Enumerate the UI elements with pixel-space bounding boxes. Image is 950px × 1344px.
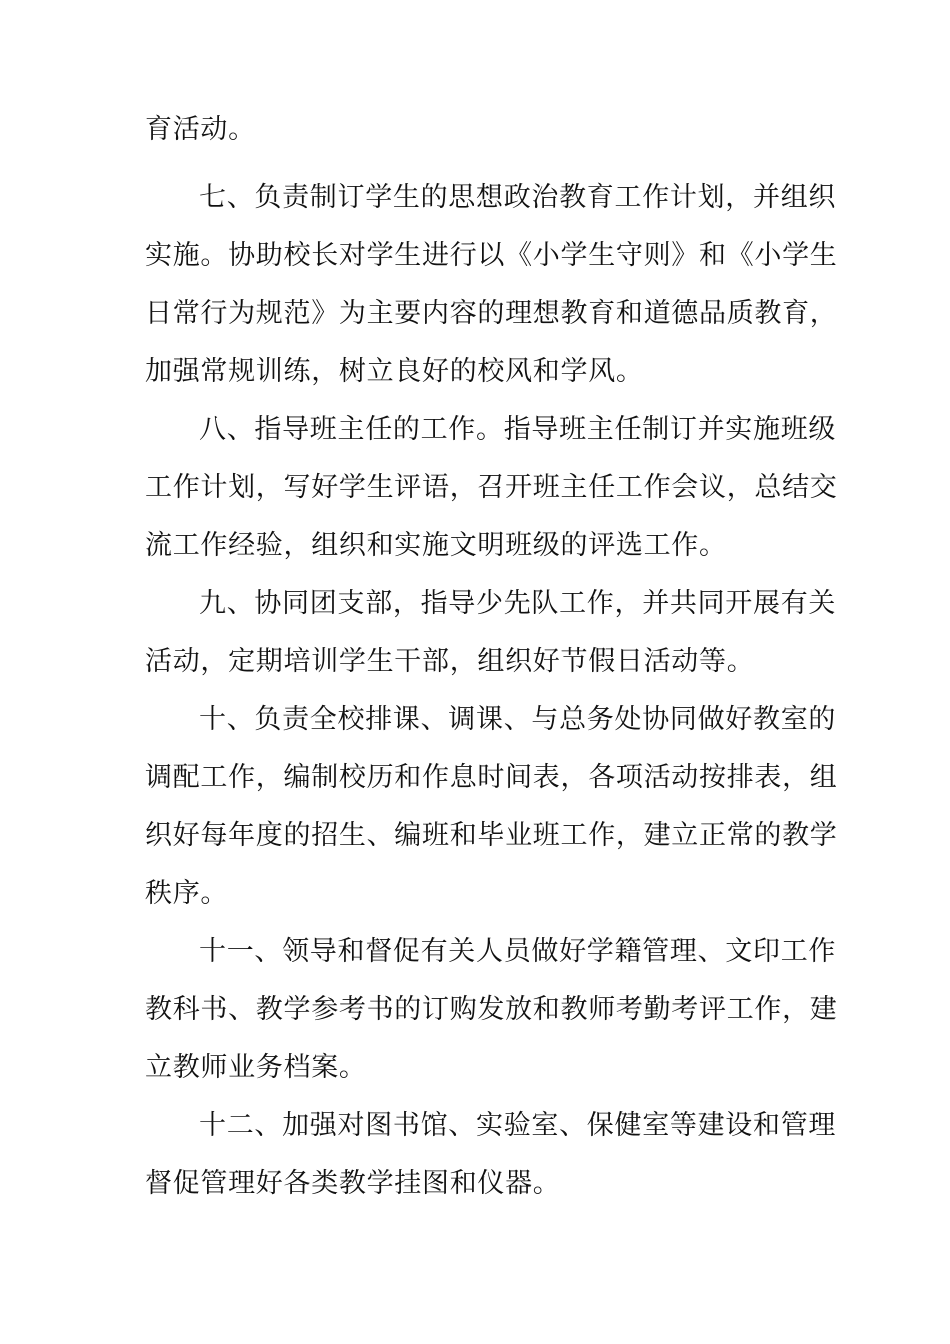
paragraph-11-line-1: 十一、领导和督促有关人员做好学籍管理、文印工作 <box>199 936 837 967</box>
paragraph-8-line-3: 流工作经验，组织和实施文明班级的评选工作。 <box>145 530 727 561</box>
paragraph-9-line-2: 活动，定期培训学生干部，组织好节假日活动等。 <box>145 646 755 677</box>
paragraph-8-line-2: 工作计划，写好学生评语，召开班主任工作会议，总结交 <box>145 472 838 503</box>
paragraph-11-line-2: 教科书、教学参考书的订购发放和教师考勤考评工作，建 <box>145 994 838 1025</box>
paragraph-10-line-4: 秩序。 <box>145 878 229 909</box>
paragraph-10-line-2: 调配工作，编制校历和作息时间表，各项活动按排表，组 <box>145 762 838 793</box>
paragraph-10-line-3: 织好每年度的招生、编班和毕业班工作，建立正常的教学 <box>145 820 838 851</box>
paragraph-9-line-1: 九、协同团支部，指导少先队工作，并共同开展有关 <box>199 588 837 619</box>
paragraph-7-line-4: 加强常规训练，树立良好的校风和学风。 <box>145 356 644 387</box>
paragraph-12-line-2: 督促管理好各类教学挂图和仪器。 <box>145 1168 561 1199</box>
paragraph-12-line-1: 十二、加强对图书馆、实验室、保健室等建设和管理 <box>199 1110 837 1141</box>
paragraph-7-line-1: 七、负责制订学生的思想政治教育工作计划，并组织 <box>199 182 837 213</box>
paragraph-7-line-2: 实施。协助校长对学生进行以《小学生守则》和《小学生 <box>145 240 838 271</box>
paragraph-8-line-1: 八、指导班主任的工作。指导班主任制订并实施班级 <box>199 414 837 445</box>
text-line: 育活动。 <box>145 114 256 145</box>
paragraph-10-line-1: 十、负责全校排课、调课、与总务处协同做好教室的 <box>199 704 837 735</box>
paragraph-7-line-3: 日常行为规范》为主要内容的理想教育和道德品质教育， <box>145 298 838 329</box>
paragraph-11-line-3: 立教师业务档案。 <box>145 1052 367 1083</box>
